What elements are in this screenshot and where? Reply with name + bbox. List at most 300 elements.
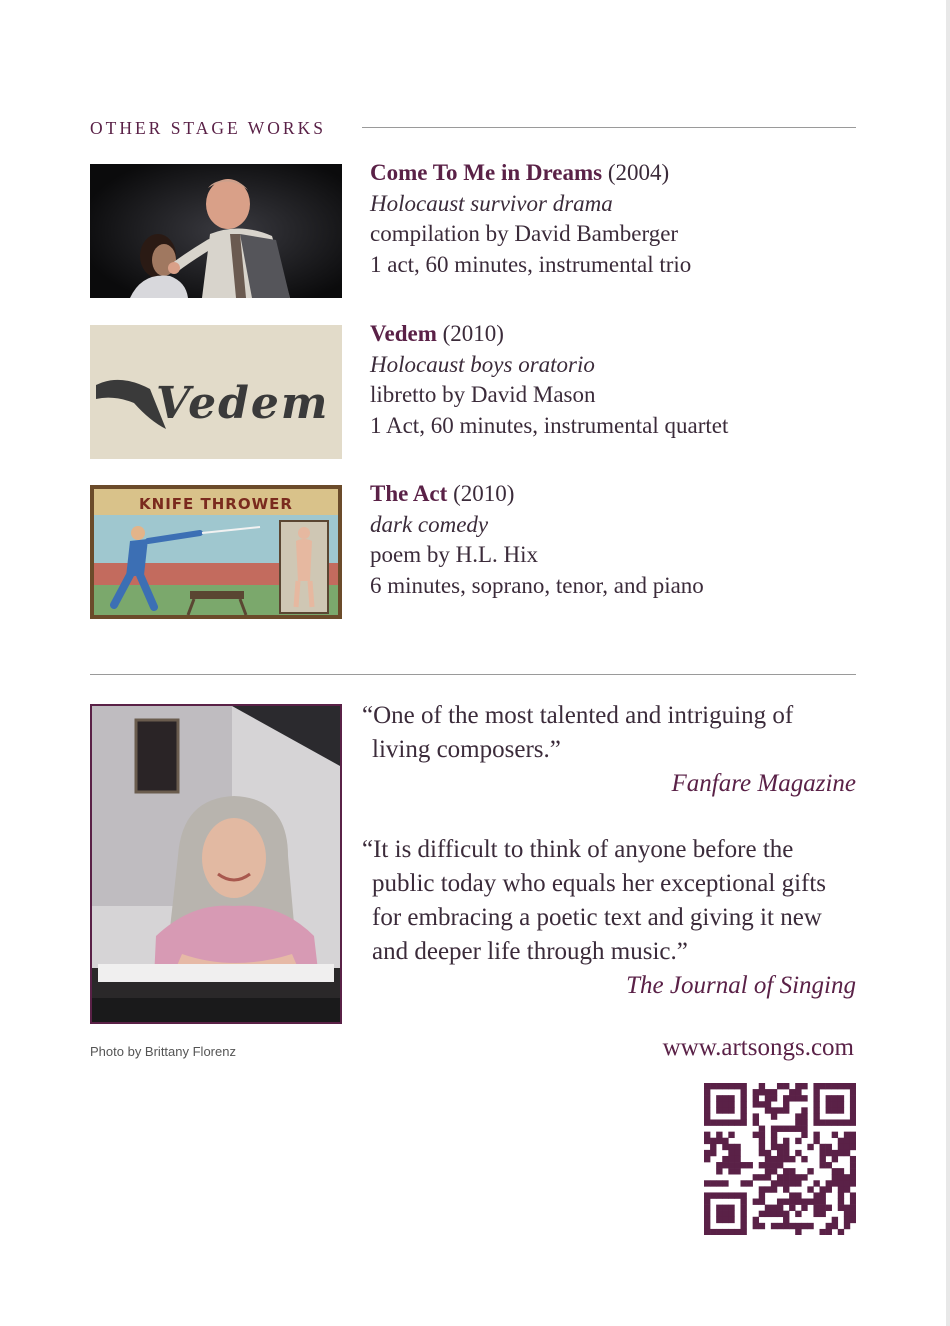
qr-module	[826, 1107, 832, 1113]
qr-module	[844, 1217, 850, 1223]
qr-module	[801, 1156, 807, 1162]
work-heading	[370, 319, 860, 350]
qr-module	[813, 1095, 819, 1101]
qr-module	[704, 1083, 710, 1089]
qr-module	[789, 1199, 795, 1205]
qr-module	[777, 1150, 783, 1156]
qr-module	[759, 1186, 765, 1192]
qr-module	[850, 1107, 856, 1113]
work-credit: compilation by David Bamberger	[370, 221, 679, 246]
qr-module	[710, 1144, 716, 1150]
qr-module	[740, 1119, 746, 1125]
qr-module	[740, 1223, 746, 1229]
qr-module	[813, 1101, 819, 1107]
work-details: 1 Act, 60 minutes, instrumental quartet	[370, 412, 729, 438]
qr-module	[722, 1101, 728, 1107]
qr-module	[813, 1199, 819, 1205]
qr-module	[759, 1211, 765, 1217]
qr-module	[740, 1192, 746, 1198]
qr-module	[838, 1186, 844, 1192]
qr-module	[795, 1113, 801, 1119]
qr-module	[795, 1126, 801, 1132]
qr-module	[728, 1132, 734, 1138]
qr-module	[826, 1150, 832, 1156]
qr-code-graphic	[704, 1083, 856, 1235]
qr-module	[838, 1101, 844, 1107]
qr-module	[838, 1192, 844, 1198]
qr-module	[807, 1168, 813, 1174]
qr-module	[844, 1174, 850, 1180]
qr-module	[795, 1229, 801, 1235]
qr-module	[728, 1101, 734, 1107]
qr-module	[747, 1162, 753, 1168]
qr-module	[704, 1217, 710, 1223]
qr-module	[716, 1132, 722, 1138]
qr-module	[795, 1211, 801, 1217]
qr-module	[783, 1126, 789, 1132]
qr-module	[820, 1144, 826, 1150]
qr-module	[734, 1150, 740, 1156]
qr-module	[759, 1150, 765, 1156]
qr-module	[716, 1101, 722, 1107]
qr-module	[704, 1229, 710, 1235]
section-rule	[362, 127, 856, 128]
qr-module	[850, 1192, 856, 1198]
qr-module	[795, 1095, 801, 1101]
work-item-come-to-me-in-dreams	[90, 160, 856, 298]
qr-module	[722, 1144, 728, 1150]
work-details: 1 act, 60 minutes, instrumental trio	[370, 251, 692, 277]
qr-module	[765, 1211, 771, 1217]
work-item-vedem	[90, 321, 856, 459]
qr-module	[753, 1119, 759, 1125]
qr-module	[710, 1150, 716, 1156]
qr-module	[801, 1205, 807, 1211]
qr-module	[710, 1083, 716, 1089]
qr-module	[740, 1083, 746, 1089]
qr-module	[771, 1138, 777, 1144]
qr-module	[789, 1168, 795, 1174]
qr-module	[783, 1211, 789, 1217]
qr-module	[740, 1217, 746, 1223]
work-genre: Holocaust boys oratorio	[370, 351, 595, 377]
qr-module	[740, 1101, 746, 1107]
qr-module	[838, 1150, 844, 1156]
qr-module	[734, 1192, 740, 1198]
qr-module	[710, 1138, 716, 1144]
qr-module	[850, 1113, 856, 1119]
qr-module	[838, 1095, 844, 1101]
work-image-knife-thrower-poster	[90, 485, 342, 619]
qr-module	[722, 1192, 728, 1198]
qr-module	[777, 1174, 783, 1180]
quote-source: Fanfare Magazine	[671, 770, 856, 797]
qr-module	[728, 1107, 734, 1113]
work-year: (2010)	[442, 321, 504, 346]
qr-module	[765, 1107, 771, 1113]
qr-module	[728, 1095, 734, 1101]
qr-module	[716, 1192, 722, 1198]
qr-module	[728, 1205, 734, 1211]
qr-module	[838, 1180, 844, 1186]
qr-module	[789, 1095, 795, 1101]
qr-module	[753, 1095, 759, 1101]
qr-module	[850, 1119, 856, 1125]
qr-module	[844, 1186, 850, 1192]
work-genre: dark comedy	[370, 511, 489, 537]
qr-module	[753, 1217, 759, 1223]
qr-module	[795, 1192, 801, 1198]
press-quote	[362, 833, 856, 1003]
qr-module	[734, 1162, 740, 1168]
qr-module	[832, 1101, 838, 1107]
qr-module	[820, 1162, 826, 1168]
qr-module	[844, 1205, 850, 1211]
qr-module	[813, 1180, 819, 1186]
qr-module	[759, 1199, 765, 1205]
qr-module	[850, 1217, 856, 1223]
qr-module	[850, 1199, 856, 1205]
qr-module	[783, 1199, 789, 1205]
qr-module	[716, 1229, 722, 1235]
qr-module	[783, 1101, 789, 1107]
work-info	[370, 158, 860, 280]
qr-module	[740, 1205, 746, 1211]
qr-module	[832, 1083, 838, 1089]
qr-module	[734, 1168, 740, 1174]
qr-module	[826, 1205, 832, 1211]
qr-module	[844, 1144, 850, 1150]
qr-module	[850, 1089, 856, 1095]
qr-module	[813, 1132, 819, 1138]
qr-module	[838, 1199, 844, 1205]
qr-module	[759, 1223, 765, 1229]
qr-module	[734, 1083, 740, 1089]
qr-module	[753, 1199, 759, 1205]
composer-portrait	[90, 704, 342, 1024]
qr-module	[832, 1174, 838, 1180]
qr-module	[765, 1095, 771, 1101]
qr-module	[777, 1107, 783, 1113]
qr-module	[765, 1205, 771, 1211]
qr-module	[826, 1180, 832, 1186]
qr-module	[740, 1095, 746, 1101]
qr-module	[850, 1101, 856, 1107]
qr-module	[771, 1162, 777, 1168]
section-title: OTHER STAGE WORKS	[90, 118, 326, 138]
qr-module	[813, 1119, 819, 1125]
qr-module	[728, 1192, 734, 1198]
qr-module	[765, 1089, 771, 1095]
qr-module	[771, 1113, 777, 1119]
qr-module	[728, 1119, 734, 1125]
qr-module	[722, 1156, 728, 1162]
qr-module	[832, 1223, 838, 1229]
qr-module	[704, 1119, 710, 1125]
qr-module	[820, 1119, 826, 1125]
qr-module	[704, 1089, 710, 1095]
qr-module	[771, 1186, 777, 1192]
qr-module	[759, 1192, 765, 1198]
qr-module	[801, 1083, 807, 1089]
work-title: Come To Me in Dreams	[370, 160, 603, 185]
qr-module	[820, 1205, 826, 1211]
qr-module	[716, 1119, 722, 1125]
qr-module	[850, 1144, 856, 1150]
qr-module	[753, 1132, 759, 1138]
qr-code[interactable]	[704, 1083, 856, 1235]
qr-module	[765, 1168, 771, 1174]
qr-module	[826, 1223, 832, 1229]
qr-module	[850, 1180, 856, 1186]
qr-module	[765, 1162, 771, 1168]
qr-module	[722, 1229, 728, 1235]
qr-module	[759, 1083, 765, 1089]
qr-module	[765, 1150, 771, 1156]
qr-module	[795, 1180, 801, 1186]
qr-module	[722, 1095, 728, 1101]
qr-module	[704, 1150, 710, 1156]
qr-module	[783, 1095, 789, 1101]
poster-text: KNIFE THROWER	[139, 495, 293, 513]
qr-module	[783, 1107, 789, 1113]
qr-module	[710, 1119, 716, 1125]
qr-module	[795, 1119, 801, 1125]
qr-module	[820, 1192, 826, 1198]
qr-module	[716, 1217, 722, 1223]
qr-module	[795, 1083, 801, 1089]
qr-module	[765, 1174, 771, 1180]
work-image-vedem-logo	[90, 325, 342, 459]
qr-module	[728, 1162, 734, 1168]
qr-module	[795, 1150, 801, 1156]
qr-module	[789, 1156, 795, 1162]
qr-module	[740, 1162, 746, 1168]
qr-module	[722, 1211, 728, 1217]
qr-module	[704, 1095, 710, 1101]
qr-module	[722, 1107, 728, 1113]
qr-module	[783, 1083, 789, 1089]
qr-module	[771, 1144, 777, 1150]
qr-module	[777, 1223, 783, 1229]
qr-module	[838, 1205, 844, 1211]
qr-module	[832, 1168, 838, 1174]
qr-module	[777, 1144, 783, 1150]
website-link[interactable]: www.artsongs.com	[662, 1034, 854, 1061]
qr-module	[783, 1138, 789, 1144]
qr-module	[844, 1138, 850, 1144]
qr-module	[850, 1095, 856, 1101]
qr-module	[753, 1113, 759, 1119]
qr-module	[844, 1119, 850, 1125]
qr-module	[850, 1211, 856, 1217]
qr-module	[795, 1089, 801, 1095]
qr-module	[740, 1229, 746, 1235]
qr-module	[832, 1132, 838, 1138]
qr-module	[813, 1138, 819, 1144]
qr-module	[813, 1205, 819, 1211]
qr-module	[801, 1223, 807, 1229]
qr-module	[777, 1199, 783, 1205]
qr-module	[783, 1180, 789, 1186]
qr-module	[838, 1174, 844, 1180]
qr-module	[716, 1138, 722, 1144]
qr-module	[771, 1211, 777, 1217]
qr-module	[771, 1126, 777, 1132]
qr-module	[850, 1132, 856, 1138]
qr-module	[704, 1199, 710, 1205]
work-info	[370, 479, 860, 601]
qr-module	[777, 1205, 783, 1211]
qr-module	[826, 1229, 832, 1235]
qr-module	[795, 1199, 801, 1205]
qr-module	[777, 1126, 783, 1132]
qr-module	[850, 1205, 856, 1211]
qr-module	[734, 1229, 740, 1235]
work-year: (2010)	[453, 481, 515, 506]
qr-module	[740, 1211, 746, 1217]
qr-module	[716, 1095, 722, 1101]
qr-module	[728, 1229, 734, 1235]
qr-module	[820, 1229, 826, 1235]
qr-module	[728, 1168, 734, 1174]
qr-module	[820, 1083, 826, 1089]
qr-module	[771, 1168, 777, 1174]
qr-module	[832, 1150, 838, 1156]
qr-module	[783, 1156, 789, 1162]
qr-module	[801, 1126, 807, 1132]
qr-module	[826, 1101, 832, 1107]
qr-module	[826, 1095, 832, 1101]
qr-module	[789, 1205, 795, 1211]
qr-module	[710, 1192, 716, 1198]
qr-module	[783, 1144, 789, 1150]
qr-module	[771, 1107, 777, 1113]
work-details: 6 minutes, soprano, tenor, and piano	[370, 572, 704, 598]
qr-module	[807, 1199, 813, 1205]
quote-source: The Journal of Singing	[626, 972, 856, 999]
qr-module	[801, 1095, 807, 1101]
qr-module	[759, 1144, 765, 1150]
qr-module	[844, 1150, 850, 1156]
qr-module	[777, 1211, 783, 1217]
qr-module	[820, 1199, 826, 1205]
qr-module	[728, 1156, 734, 1162]
qr-module	[728, 1083, 734, 1089]
qr-module	[734, 1156, 740, 1162]
qr-module	[771, 1132, 777, 1138]
vedem-logo-text: Vedem	[156, 378, 330, 429]
qr-module	[734, 1119, 740, 1125]
qr-module	[813, 1107, 819, 1113]
qr-module	[826, 1144, 832, 1150]
qr-module	[710, 1229, 716, 1235]
qr-module	[850, 1083, 856, 1089]
qr-module	[777, 1156, 783, 1162]
work-heading	[370, 158, 860, 189]
qr-module	[704, 1205, 710, 1211]
qr-module	[759, 1174, 765, 1180]
qr-module	[753, 1101, 759, 1107]
qr-module	[789, 1174, 795, 1180]
work-year: (2004)	[607, 160, 670, 185]
qr-module	[832, 1156, 838, 1162]
qr-module	[753, 1223, 759, 1229]
qr-module	[826, 1083, 832, 1089]
qr-module	[722, 1180, 728, 1186]
qr-module	[765, 1101, 771, 1107]
qr-module	[813, 1089, 819, 1095]
qr-module	[801, 1132, 807, 1138]
qr-module	[813, 1192, 819, 1198]
qr-module	[716, 1107, 722, 1113]
qr-module	[722, 1083, 728, 1089]
qr-module	[783, 1150, 789, 1156]
qr-module	[832, 1119, 838, 1125]
qr-module	[838, 1229, 844, 1235]
qr-module	[722, 1119, 728, 1125]
qr-module	[753, 1089, 759, 1095]
qr-module	[820, 1186, 826, 1192]
work-image-stage-photo	[90, 164, 342, 298]
qr-module	[795, 1138, 801, 1144]
qr-module	[844, 1083, 850, 1089]
qr-module	[704, 1180, 710, 1186]
qr-module	[813, 1113, 819, 1119]
qr-module	[759, 1089, 765, 1095]
qr-module	[777, 1162, 783, 1168]
qr-module	[704, 1211, 710, 1217]
qr-module	[795, 1223, 801, 1229]
qr-module	[728, 1217, 734, 1223]
work-credit: libretto by David Mason	[370, 382, 596, 407]
qr-module	[740, 1089, 746, 1095]
qr-module	[704, 1138, 710, 1144]
qr-module	[716, 1162, 722, 1168]
qr-module	[789, 1180, 795, 1186]
qr-module	[722, 1205, 728, 1211]
qr-module	[771, 1223, 777, 1229]
qr-module	[783, 1223, 789, 1229]
work-item-the-act	[90, 481, 856, 619]
qr-module	[789, 1089, 795, 1095]
qr-module	[826, 1186, 832, 1192]
qr-module	[759, 1132, 765, 1138]
qr-module	[813, 1211, 819, 1217]
qr-module	[832, 1107, 838, 1113]
qr-module	[704, 1101, 710, 1107]
quote-text: “One of the most talented and intriguing of living composers.”	[362, 702, 794, 763]
qr-module	[704, 1113, 710, 1119]
qr-module	[771, 1089, 777, 1095]
qr-module	[832, 1180, 838, 1186]
qr-module	[740, 1107, 746, 1113]
qr-module	[728, 1144, 734, 1150]
qr-module	[838, 1083, 844, 1089]
page-edge	[946, 0, 950, 1326]
qr-module	[716, 1083, 722, 1089]
qr-module	[789, 1223, 795, 1229]
qr-module	[740, 1113, 746, 1119]
qr-module	[838, 1144, 844, 1150]
qr-module	[783, 1168, 789, 1174]
work-title: The Act	[370, 481, 448, 506]
qr-module	[850, 1174, 856, 1180]
qr-module	[789, 1126, 795, 1132]
qr-module	[771, 1180, 777, 1186]
qr-module	[801, 1199, 807, 1205]
section-divider	[90, 674, 856, 675]
